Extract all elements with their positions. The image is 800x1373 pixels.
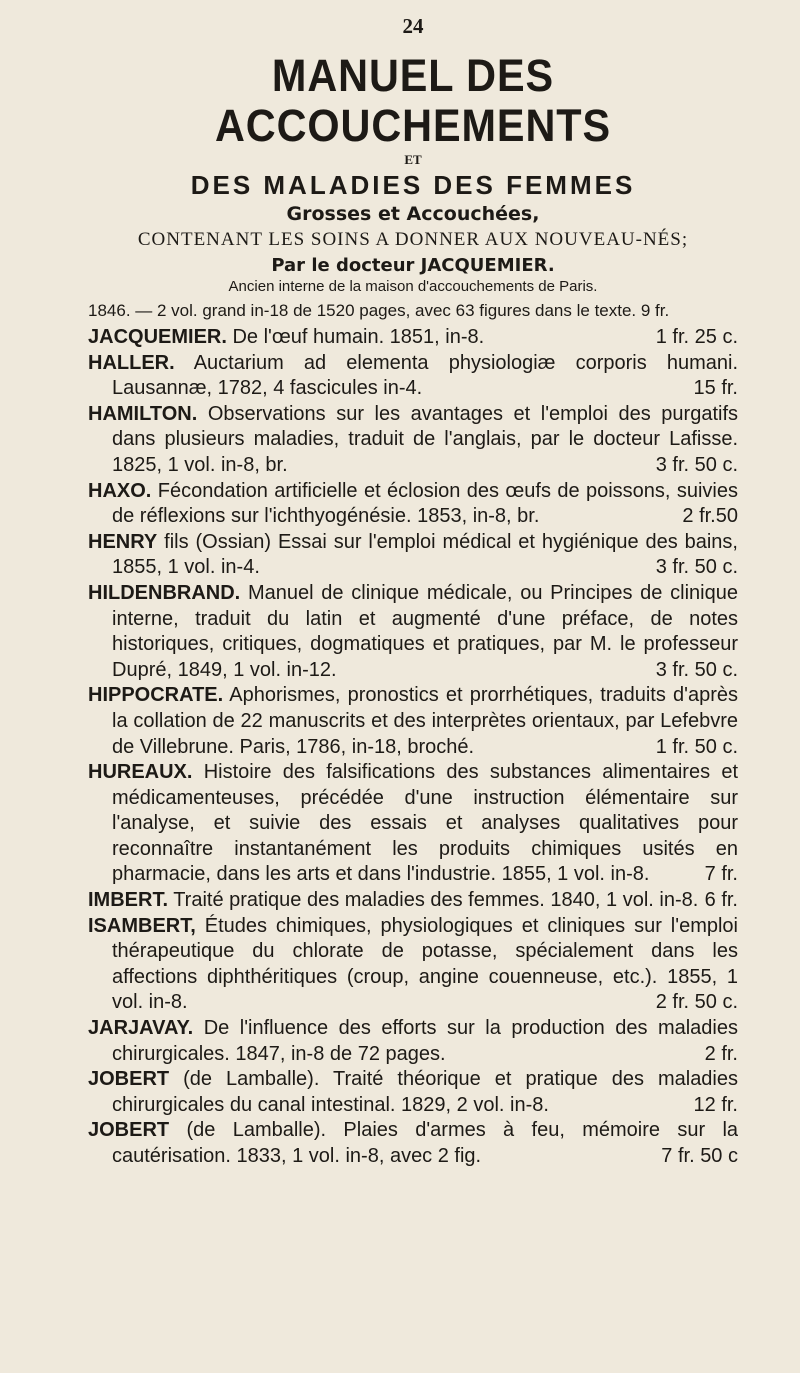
- entry-description: Études chimiques, physiologiques et cliniques sur l'emploi thérapeutique du chlorate de potasse, spécialement dans les affections diphthéritiques (croup, angine couenneuse, etc.). 1855, 1 vol. in-8.: [112, 914, 738, 1014]
- entry-description: Traité pratique des maladies des femmes. 1840, 1 vol. in-8.: [173, 889, 699, 912]
- entry-author: ISAMBERT,: [88, 914, 196, 937]
- author-note: Ancien interne de la maison d'accouchements de Paris.: [228, 278, 598, 295]
- entry-price: 6 fr.: [704, 889, 738, 912]
- contents-line: CONTENANT LES SOINS A DONNER AUX NOUVEAU-NÉS;: [137, 229, 689, 250]
- entry-price: 3 fr. 50 c.: [655, 453, 738, 476]
- catalog-entry: [88, 760, 738, 888]
- catalog-entry: [88, 1067, 738, 1118]
- entry-price: 2 fr.50: [682, 505, 738, 528]
- catalog-entry: [88, 888, 738, 914]
- entry-author: IMBERT.: [88, 889, 168, 912]
- catalog-entry: [88, 914, 738, 1016]
- catalog-entry: [88, 325, 738, 351]
- entry-author: HIPPOCRATE.: [88, 684, 224, 707]
- entry-description: Fécondation artificielle et éclosion des œufs de poissons, suivies de réflexions sur l'ichthyogénésie. 1853, in-8, br.: [112, 479, 738, 528]
- entry-description: De l'œuf humain. 1851, in-8.: [232, 326, 485, 348]
- catalog-entry: [88, 402, 738, 479]
- entry-price: 2 fr.: [704, 1042, 738, 1065]
- entry-price: 3 fr. 50 c.: [655, 658, 738, 681]
- entry-description: Aphorismes, pronostics et prorrhétiques, traduits d'après la collation de 22 manuscrits et des interprètes orientaux, par Lefebvre de Villebrune. Paris, 1786, in-18, broché.: [112, 684, 738, 758]
- entry-description: Manuel de clinique médicale, ou Principes de clinique interne, traduit du latin et augmenté d'une préface, de notes historiques, critiques, dogmatiques et pratiques, par M. le professeur Dupré, 1849, 1 vol. in-12.: [112, 581, 738, 681]
- entry-price: 7 fr.: [704, 863, 738, 886]
- entry-author: HILDENBRAND.: [88, 581, 241, 604]
- subtitle: DES MALADIES DES FEMMES: [190, 170, 636, 200]
- book-author: Par le docteur JACQUEMIER.: [271, 255, 555, 276]
- page-title: MANUEL DES ACCOUCHEMENTS: [214, 50, 612, 151]
- entry-author: HAXO.: [88, 479, 152, 502]
- catalog-entry: [88, 1118, 738, 1169]
- entry-author: HALLER.: [88, 351, 175, 374]
- catalog-entry: [88, 1016, 738, 1067]
- entry-author: JOBERT: [88, 1119, 170, 1142]
- entry-price: 12 fr.: [693, 1093, 738, 1116]
- catalog-entry: [88, 581, 738, 683]
- entry-author: HAMILTON.: [88, 402, 198, 425]
- entry-description: Histoire des falsifications des substances alimentaires et médicamenteuses, précédée d'une instruction élémentaire sur l'analyse, et suivie des essais et analyses qualitatives pour reconnaître instantanément les produits chimiques usités en pharmacie, dans les arts et dans l'industrie. 1855, 1 vol. in-8.: [112, 761, 739, 886]
- entry-price: 7 fr. 50 c: [661, 1145, 738, 1167]
- edition-line: 1846. — 2 vol. grand in-18 de 1520 pages, avec 63 figures dans le texte. 9 fr.: [88, 301, 670, 320]
- catalog-entry: [88, 351, 738, 402]
- catalog-entry: [88, 479, 738, 530]
- catalog-entry: [88, 683, 738, 760]
- catalog-entry: [88, 530, 738, 581]
- subtitle-secondary: Grosses et Accouchées,: [286, 203, 540, 225]
- entry-author: JOBERT: [88, 1068, 170, 1091]
- entry-description: (de Lamballe). Plaies d'armes à feu, mémoire sur la cautérisation. 1833, 1 vol. in-8, avec 2 fig.: [112, 1119, 739, 1167]
- page-number: 24: [402, 14, 424, 38]
- entry-author: HENRY: [88, 530, 158, 553]
- entry-price: 1 fr. 50 c.: [655, 735, 738, 758]
- catalog-page: [88, 14, 738, 1170]
- entry-price: 15 fr.: [693, 377, 738, 400]
- catalog-entries: [88, 325, 738, 1170]
- entry-description: De l'influence des efforts sur la production des maladies chirurgicales. 1847, in-8 de 72 pages.: [112, 1017, 738, 1065]
- entry-description: Auctarium ad elementa physiologiæ corporis humani. Lausannæ, 1782, 4 fascicules in-4.: [112, 351, 738, 400]
- entry-price: 1 fr. 25 c.: [655, 326, 738, 348]
- entry-description: (de Lamballe). Traité théorique et pratique des maladies chirurgicales du canal intestinal. 1829, 2 vol. in-8.: [112, 1068, 738, 1116]
- entry-description: Observations sur les avantages et l'emploi des purgatifs dans plusieurs maladies, traduit de l'anglais, par le docteur Lafisse. 1825, 1 vol. in-8, br.: [112, 402, 738, 476]
- entry-author: JACQUEMIER.: [88, 326, 227, 348]
- entry-price: 3 fr. 50 c.: [655, 556, 738, 579]
- entry-author: JARJAVAY.: [88, 1017, 194, 1040]
- entry-description: fils (Ossian) Essai sur l'emploi médical et hygiénique des bains, 1855, 1 vol. in-4.: [112, 530, 738, 579]
- title-conjunction: ET: [404, 152, 422, 167]
- entry-price: 2 fr. 50 c.: [655, 991, 738, 1014]
- entry-author: HUREAUX.: [88, 761, 193, 784]
